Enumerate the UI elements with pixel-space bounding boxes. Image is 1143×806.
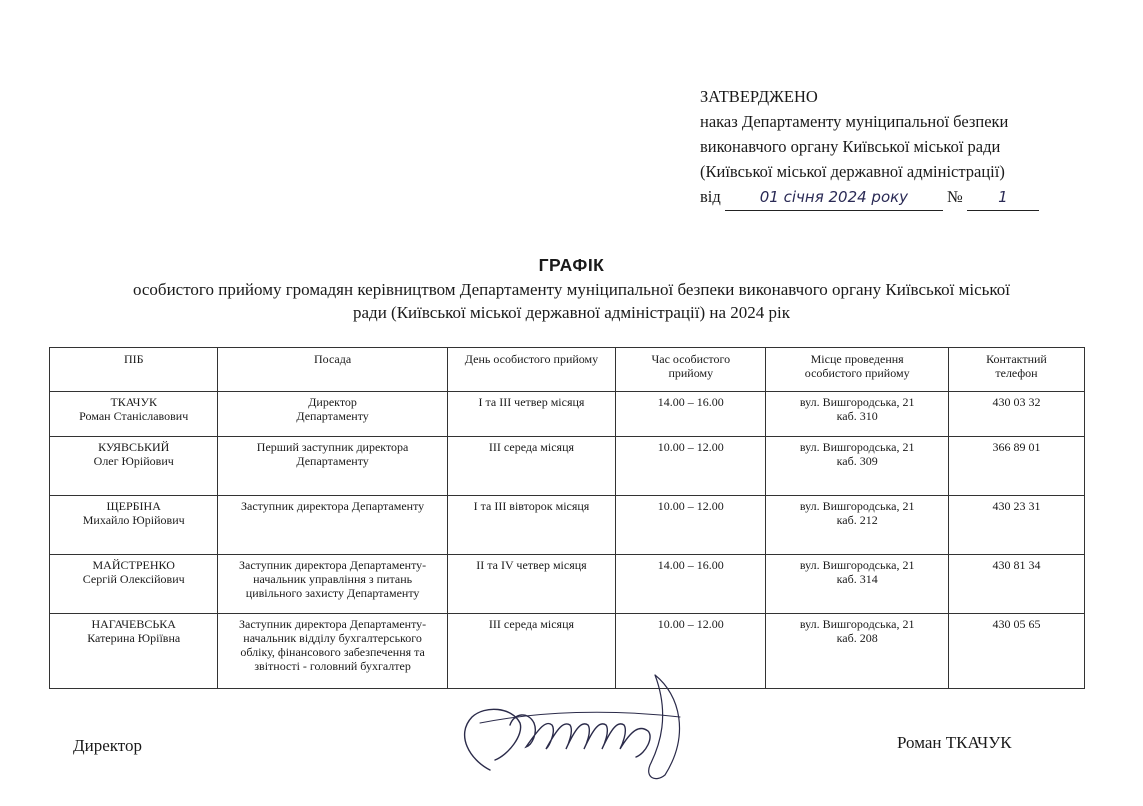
approval-line-1: наказ Департаменту муніципальної безпеки (700, 112, 1009, 131)
given-name: Михайло Юрійович (82, 513, 185, 527)
place-street: вул. Вишгородська, 21 (799, 499, 915, 513)
position-line: обліку, фінансового забезпечення та (240, 645, 425, 659)
header-position: Посада (218, 348, 447, 392)
cell-time: 10.00 – 12.00 (616, 437, 766, 496)
place-room: каб. 212 (836, 513, 878, 527)
given-name: Катерина Юріївна (87, 631, 181, 645)
table-row (50, 555, 1085, 614)
surname: НАГАЧЕВСЬКА (91, 617, 176, 631)
cell-name (50, 496, 218, 555)
place-room: каб. 314 (836, 572, 878, 586)
position-line: Заступник директора Департаменту- (239, 558, 427, 572)
position-line: Департаменту (296, 454, 369, 468)
cell-place (766, 437, 949, 496)
cell-position (218, 555, 447, 614)
surname: ТКАЧУК (110, 395, 157, 409)
header-place (766, 348, 949, 392)
position-line: звітності - головний бухгалтер (254, 659, 411, 673)
cell-name (50, 614, 218, 689)
document-subtitle (0, 278, 1143, 324)
signatory-name: Роман ТКАЧУК (897, 733, 1012, 752)
cell-position (218, 614, 447, 689)
handwritten-date: 01 січня 2024 року (725, 185, 943, 211)
header-phone-line-2: телефон (995, 366, 1038, 380)
cell-time: 14.00 – 16.00 (616, 555, 766, 614)
date-prefix: від (700, 187, 721, 206)
cell-phone: 366 89 01 (949, 437, 1085, 496)
approval-line-3: (Київської міської державної адміністрації) (700, 162, 1005, 181)
position-line: Заступник директора Департаменту- (239, 617, 427, 631)
header-phone-line-1: Контактний (986, 352, 1047, 366)
signatory-role: Директор (73, 736, 142, 755)
cell-position (218, 437, 447, 496)
place-street: вул. Вишгородська, 21 (799, 440, 915, 454)
reception-schedule-table (49, 347, 1085, 689)
place-street: вул. Вишгородська, 21 (799, 558, 915, 572)
cell-position (218, 496, 447, 555)
cell-place (766, 614, 949, 689)
approval-block (700, 84, 1100, 211)
table-row (50, 392, 1085, 437)
position-line: Директор (308, 395, 357, 409)
position-line: начальник відділу бухгалтерського (243, 631, 422, 645)
cell-position (218, 392, 447, 437)
header-time-line-2: прийому (668, 366, 714, 380)
cell-time: 10.00 – 12.00 (616, 614, 766, 689)
approval-date-line (700, 184, 1100, 211)
header-place-line-1: Місце проведення (810, 352, 904, 366)
header-time-line-1: Час особистого (651, 352, 731, 366)
header-name: ПІБ (50, 348, 218, 392)
cell-day: I та III четвер місяця (447, 392, 615, 437)
subtitle-line-1: особистого прийому громадян керівництвом Департаменту муніципальної безпеки виконавчого органу Київської міської (132, 280, 1011, 299)
cell-phone: 430 05 65 (949, 614, 1085, 689)
cell-place (766, 496, 949, 555)
surname: ЩЕРБІНА (106, 499, 161, 513)
cell-day: III середа місяця (447, 614, 615, 689)
cell-name (50, 392, 218, 437)
table-header-row (50, 348, 1085, 392)
cell-day: II та IV четвер місяця (447, 555, 615, 614)
approval-heading: ЗАТВЕРДЖЕНО (700, 87, 818, 106)
header-time (616, 348, 766, 392)
position-line: Департаменту (296, 409, 369, 423)
place-room: каб. 208 (836, 631, 878, 645)
table-row (50, 496, 1085, 555)
given-name: Роман Станіславович (79, 409, 189, 423)
place-room: каб. 310 (836, 409, 878, 423)
table-row (50, 437, 1085, 496)
position-line: начальник управління з питань (253, 572, 413, 586)
given-name: Сергій Олексійович (82, 572, 185, 586)
position-line: цивільного захисту Департаменту (245, 586, 420, 600)
cell-day: III середа місяця (447, 437, 615, 496)
header-day: День особистого прийому (447, 348, 615, 392)
approval-line-2: виконавчого органу Київської міської ради (700, 137, 1001, 156)
cell-day: I та III вівторок місяця (447, 496, 615, 555)
header-phone (949, 348, 1085, 392)
cell-time: 14.00 – 16.00 (616, 392, 766, 437)
place-street: вул. Вишгородська, 21 (799, 395, 915, 409)
cell-phone: 430 03 32 (949, 392, 1085, 437)
subtitle-line-2: ради (Київської міської державної адміністрації) на 2024 рік (353, 303, 790, 322)
place-room: каб. 309 (836, 454, 878, 468)
given-name: Олег Юрійович (93, 454, 174, 468)
cell-place (766, 392, 949, 437)
cell-place (766, 555, 949, 614)
surname: КУЯВСЬКИЙ (98, 440, 170, 454)
handwritten-signature (450, 665, 700, 785)
handwritten-number: 1 (967, 185, 1039, 211)
cell-time: 10.00 – 12.00 (616, 496, 766, 555)
place-street: вул. Вишгородська, 21 (799, 617, 915, 631)
cell-phone: 430 81 34 (949, 555, 1085, 614)
document-title: ГРАФІК (538, 255, 605, 275)
position-line: Перший заступник директора (256, 440, 409, 454)
position-line: Заступник директора Департаменту (241, 499, 425, 513)
header-place-line-2: особистого прийому (804, 366, 910, 380)
cell-name (50, 555, 218, 614)
cell-name (50, 437, 218, 496)
number-prefix: № (947, 187, 963, 206)
surname: МАЙСТРЕНКО (92, 558, 175, 572)
cell-phone: 430 23 31 (949, 496, 1085, 555)
